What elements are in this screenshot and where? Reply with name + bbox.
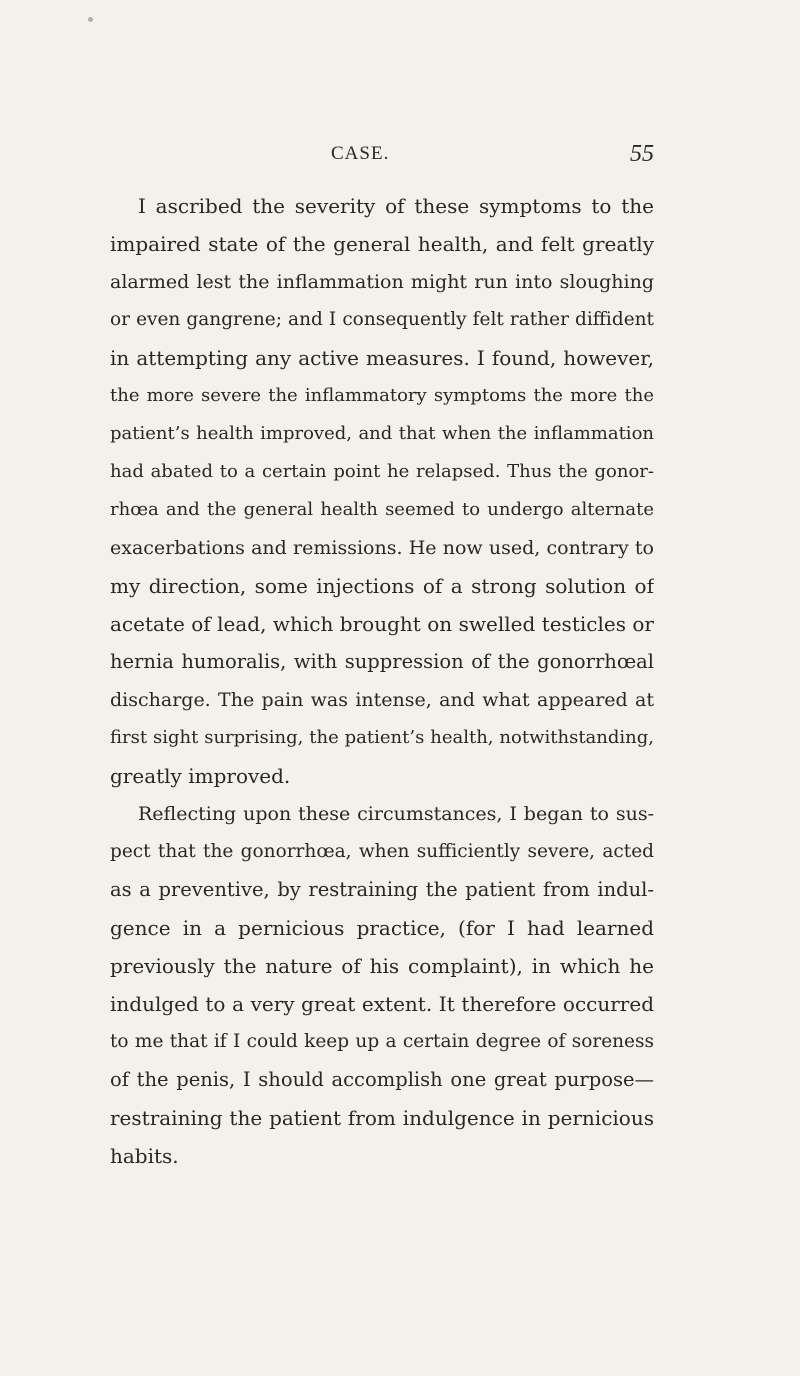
- text-line: restraining the patient from indulgence in pernicious: [110, 1106, 654, 1130]
- text-line: greatly improved.: [110, 764, 291, 788]
- text-line: previously the nature of his complaint), in which he: [110, 954, 654, 978]
- text-line: gence in a pernicious practice, (for I had learned: [110, 916, 654, 940]
- text-line: patient’s health improved, and that when the inflammation: [110, 423, 654, 444]
- text-line: my direction, some injections of a strong solution of: [110, 574, 654, 598]
- text-line: impaired state of the general health, and felt greatly: [110, 232, 654, 256]
- running-title: CASE.: [331, 143, 390, 164]
- text-line: indulged to a very great extent. It therefore occurred: [110, 992, 654, 1016]
- text-line: habits.: [110, 1144, 179, 1168]
- text-line: hernia humoralis, with suppression of the gonorrhœal: [110, 650, 654, 673]
- text-line: discharge. The pain was intense, and what appeared at: [110, 689, 654, 711]
- page-speck: [88, 17, 93, 22]
- text-line: exacerbations and remissions. He now used, contrary to: [110, 537, 654, 559]
- text-line: rhœa and the general health seemed to undergo alternate: [110, 499, 654, 520]
- page-number: 55: [630, 141, 654, 167]
- text-line: of the penis, I should accomplish one great purpose—: [110, 1068, 654, 1091]
- body-text: [110, 187, 654, 1175]
- text-line: or even gangrene; and I consequently felt rather diffident: [110, 309, 654, 330]
- running-header: [110, 143, 654, 173]
- text-line: pect that the gonorrhœa, when sufficiently severe, acted: [110, 841, 654, 862]
- text-line: acetate of lead, which brought on swelled testicles or: [110, 612, 654, 636]
- text-line: alarmed lest the inflammation might run into sloughing: [110, 271, 654, 293]
- text-line: in attempting any active measures. I found, however,: [110, 346, 654, 370]
- text-line: to me that if I could keep up a certain degree of soreness: [110, 1031, 654, 1052]
- text-line: first sight surprising, the patient’s health, notwithstanding,: [110, 727, 654, 748]
- text-line: Reflecting upon these circumstances, I began to sus-: [138, 803, 654, 825]
- text-line: had abated to a certain point he relapsed. Thus the gonor-: [110, 461, 654, 482]
- text-line: the more severe the inflammatory symptoms the more the: [110, 385, 654, 406]
- text-line: I ascribed the severity of these symptoms to the: [138, 194, 654, 218]
- text-line: as a preventive, by restraining the patient from indul-: [110, 878, 654, 901]
